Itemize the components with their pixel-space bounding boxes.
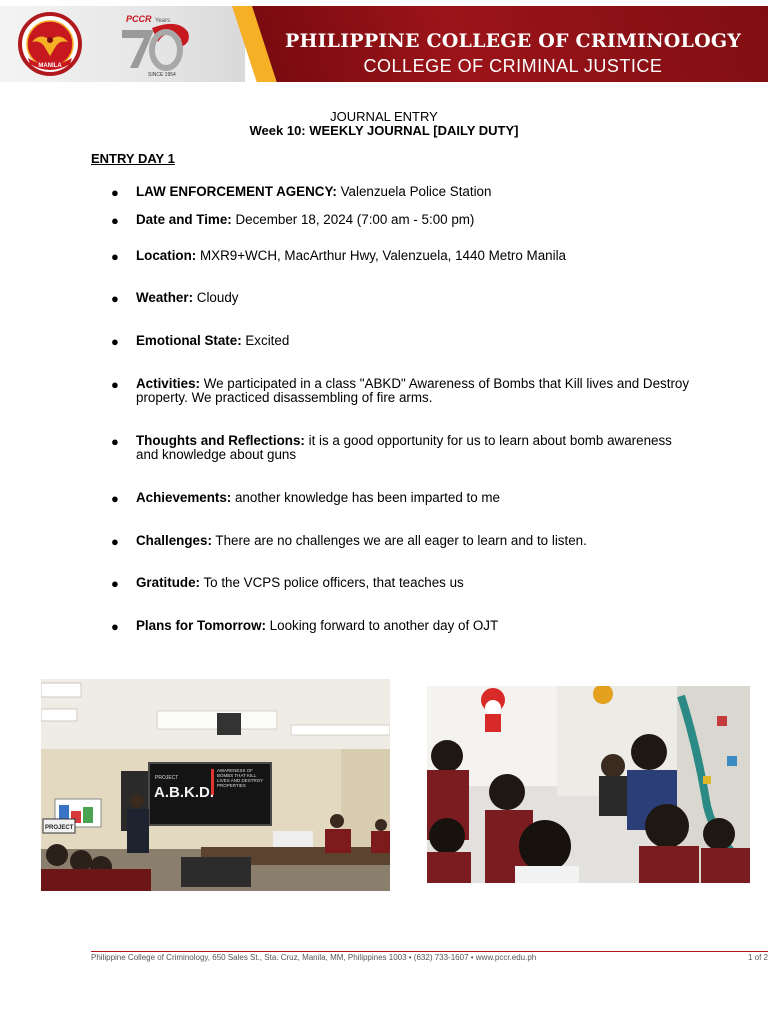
item-label: Location:	[136, 248, 197, 263]
anniv-since: SINCE 1954	[148, 72, 176, 78]
seal-text: MANILA	[38, 63, 62, 69]
journal-item-activities	[136, 377, 696, 405]
item-label: Weather:	[136, 290, 194, 305]
institution-name: PHILIPPINE COLLEGE OF CRIMINOLOGY	[284, 30, 742, 52]
bullet-icon: ●	[111, 377, 119, 392]
item-value: We participated in a class "ABKD" Awareness of Bombs that Kill lives and Destroy property. We practiced disassembling of fire arms.	[136, 376, 690, 405]
item-value: it is a good opportunity for us to learn about bomb awareness and knowledge about guns	[136, 433, 672, 462]
bullet-icon: ●	[111, 619, 119, 634]
item-label: Activities:	[136, 376, 200, 391]
bullet-icon: ●	[111, 491, 119, 506]
journal-item-location	[136, 249, 696, 263]
item-label: Achievements:	[136, 490, 232, 505]
item-value: Valenzuela Police Station	[336, 184, 492, 199]
photo-firearms-practice	[427, 686, 750, 883]
bullet-icon: ●	[111, 185, 119, 200]
classroom-illustration	[41, 679, 390, 891]
bullet-icon: ●	[111, 291, 119, 306]
item-label: Date and Time:	[136, 212, 232, 227]
photo-abkd-class	[41, 679, 390, 891]
item-label: Gratitude:	[136, 575, 200, 590]
journal-item-gratitude	[136, 576, 696, 590]
item-value: Cloudy	[193, 290, 239, 305]
journal-item-challenges	[136, 534, 696, 548]
item-label: Emotional State:	[136, 333, 242, 348]
bullet-icon: ●	[111, 334, 119, 349]
item-label: Plans for Tomorrow:	[136, 618, 266, 633]
journal-item-emotional-state	[136, 334, 696, 348]
footer-divider	[91, 951, 768, 952]
anniv-sub: Years	[155, 18, 171, 24]
item-value: another knowledge has been imparted to me	[231, 490, 500, 505]
page-number: 1 of 2	[747, 953, 768, 962]
bullet-icon: ●	[111, 434, 119, 449]
journal-item-plans	[136, 619, 696, 633]
item-value: December 18, 2024 (7:00 am - 5:00 pm)	[231, 212, 475, 227]
entry-day-label: ENTRY DAY 1	[91, 151, 175, 166]
footer-address: Philippine College of Criminology, 650 Sales St., Sta. Cruz, Manila, MM, Philippines 1003 • (632) 733-1607 • www.pccr.edu.ph	[91, 953, 537, 962]
college-seal-logo	[10, 10, 94, 76]
bullet-icon: ●	[111, 576, 119, 591]
screen-small-text: PROJECT	[155, 775, 179, 781]
bullet-icon: ●	[111, 249, 119, 264]
document-type: JOURNAL ENTRY	[330, 109, 438, 124]
journal-item-reflections	[136, 434, 696, 462]
item-label: Challenges:	[136, 533, 212, 548]
bullet-icon: ●	[111, 213, 119, 228]
item-value: Looking forward to another day of OJT	[265, 618, 499, 633]
sign-text: PROJECT	[45, 825, 74, 831]
item-label: LAW ENFORCEMENT AGENCY:	[136, 184, 337, 199]
bullet-icon: ●	[111, 534, 119, 549]
item-value: To the VCPS police officers, that teaches us	[199, 575, 464, 590]
college-name: COLLEGE OF CRIMINAL JUSTICE	[363, 56, 663, 76]
header-banner	[0, 6, 768, 82]
seventy-years-logo	[108, 8, 200, 80]
students-illustration	[427, 686, 750, 883]
item-value: There are no challenges we are all eager to learn and to listen.	[211, 533, 587, 548]
item-value: Excited	[241, 333, 290, 348]
screen-abkd-text: A.B.K.D.	[154, 784, 214, 801]
screen-right-text: AWARENESS OF BOMBS THAT KILL LIVES AND DESTROY PROPERTIES	[217, 768, 264, 788]
item-label: Thoughts and Reflections:	[136, 433, 305, 448]
document-title: Week 10: WEEKLY JOURNAL [DAILY DUTY]	[249, 123, 519, 138]
journal-item-weather	[136, 291, 696, 305]
anniv-text: PCCR	[126, 14, 152, 24]
journal-item-achievements	[136, 491, 696, 505]
item-value: MXR9+WCH, MacArthur Hwy, Valenzuela, 1440 Metro Manila	[196, 248, 567, 263]
journal-item-datetime	[136, 213, 696, 227]
journal-item-agency	[136, 185, 696, 199]
